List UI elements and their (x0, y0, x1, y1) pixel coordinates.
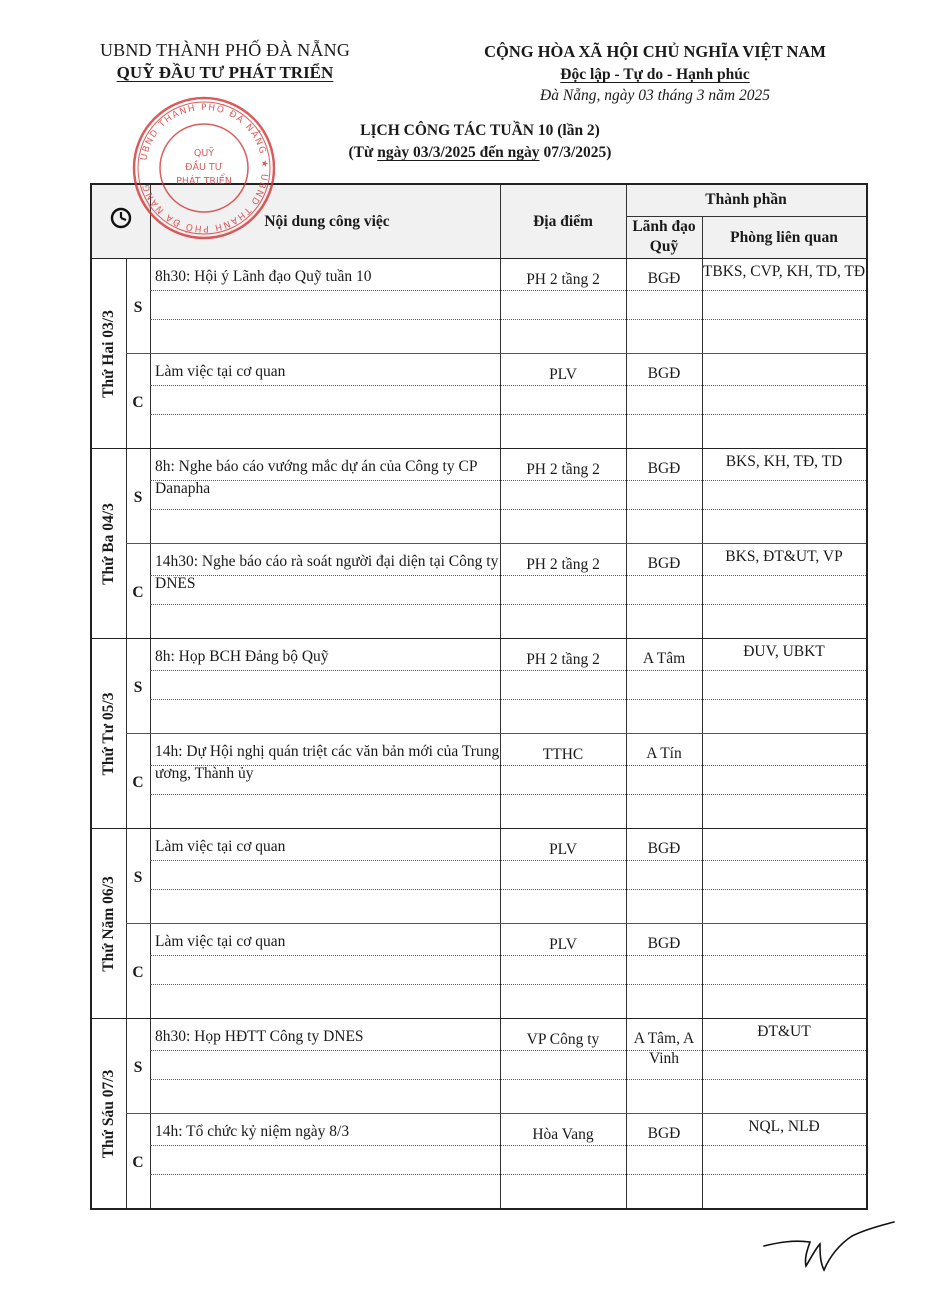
departments-text: NQL, NLĐ (748, 1118, 820, 1135)
task-text: 14h30: Nghe báo cáo rà soát người đại diện tại Công ty DNES (155, 553, 499, 592)
dotted-row-line (150, 604, 866, 605)
leader-text: BGĐ (647, 365, 681, 382)
task-text: Làm việc tại cơ quan (155, 933, 286, 950)
dotted-row-line (150, 319, 866, 320)
dotted-row-line (150, 889, 866, 890)
leader-text: A Tâm, A Vinh (633, 1030, 695, 1067)
location-text: PH 2 tầng 2 (526, 651, 600, 668)
dotted-row-line (150, 480, 866, 481)
session-code: C (132, 1154, 144, 1171)
dotted-row-line (150, 984, 866, 985)
day-divider (92, 828, 866, 829)
dotted-row-line (150, 670, 866, 671)
day-divider (92, 448, 866, 449)
task-text: 8h: Nghe báo cáo vướng mắc dự án của Công ty CP Danapha (155, 458, 477, 497)
dotted-row-line (150, 414, 866, 415)
dotted-row-line (150, 955, 866, 956)
day-label (92, 829, 126, 1019)
dotted-row-line (150, 1174, 866, 1175)
day-label (92, 639, 126, 829)
day-label (92, 449, 126, 639)
task-text: 8h30: Họp HĐTT Công ty DNES (155, 1028, 364, 1045)
leader-text: BGĐ (647, 460, 681, 477)
location-text: PLV (549, 366, 577, 383)
location-text: PLV (549, 841, 577, 858)
svg-text:UBND THÀNH PHỐ ĐÀ NẴNG ★ UBND: UBND THÀNH PHỐ ĐÀ NẴNG ★ UBND THÀNH PHỐ ĐÀ NẴNG (139, 102, 270, 234)
date-range-underlined: ngày 03/3/2025 đến ngày (377, 144, 540, 161)
task-text: Làm việc tại cơ quan (155, 363, 286, 380)
dotted-row-line (150, 575, 866, 576)
date-range-prefix: (Từ (348, 144, 378, 161)
location-text: Hòa Vang (532, 1126, 594, 1143)
day-label-text: Thứ Hai 03/3 (100, 310, 117, 398)
location-text: PH 2 tầng 2 (526, 271, 600, 288)
day-label-text: Thứ Năm 06/3 (100, 876, 117, 972)
day-label-text: Thứ Tư 05/3 (100, 692, 117, 776)
session-divider (126, 923, 866, 924)
day-label (92, 1019, 126, 1209)
location-text: PH 2 tầng 2 (526, 556, 600, 573)
column-divider (702, 216, 703, 1208)
national-header (420, 42, 890, 105)
dotted-row-line (150, 290, 866, 291)
departments-text: ĐT&UT (757, 1023, 811, 1040)
national-motto: Độc lập - Tự do - Hạnh phúc (560, 66, 750, 83)
task-text: 8h: Họp BCH Đảng bộ Quỹ (155, 648, 329, 665)
session-divider (126, 733, 866, 734)
leader-text: BGĐ (647, 840, 681, 857)
dotted-row-line (150, 699, 866, 700)
dotted-row-line (150, 860, 866, 861)
dotted-row-line (150, 765, 866, 766)
session-code: S (133, 679, 143, 696)
session-code: C (132, 394, 144, 411)
dotted-row-line (150, 794, 866, 795)
leader-text: A Tâm (642, 650, 686, 667)
header-leader: Lãnh đạo Quỹ (632, 218, 696, 255)
day-label (92, 259, 126, 449)
leader-text: BGĐ (647, 935, 681, 952)
task-text: Làm việc tại cơ quan (155, 838, 286, 855)
day-label-text: Thứ Ba 04/3 (100, 503, 117, 585)
dotted-row-line (150, 385, 866, 386)
org-name: QUỸ ĐẦU TƯ PHÁT TRIỂN (116, 63, 334, 82)
session-divider (126, 543, 866, 544)
header-bottom-rule (92, 258, 866, 259)
departments-text: BKS, KH, TĐ, TD (725, 453, 843, 470)
departments-text: ĐUV, UBKT (743, 643, 825, 660)
departments-text: TBKS, CVP, KH, TD, TĐ (702, 263, 866, 280)
session-divider (126, 353, 866, 354)
session-code: S (133, 299, 143, 316)
leader-text: BGĐ (647, 555, 681, 572)
header-participants: Thành phần (705, 191, 787, 208)
task-text: 14h: Tổ chức kỷ niệm ngày 8/3 (155, 1123, 350, 1140)
svg-text:PHÁT TRIỂN: PHÁT TRIỂN (176, 176, 232, 187)
location-text: PLV (549, 936, 577, 953)
dotted-row-line (150, 1079, 866, 1080)
signature (760, 1218, 900, 1278)
org-parent-name: UBND THÀNH PHỐ ĐÀ NẴNG (99, 40, 351, 60)
day-divider (92, 638, 866, 639)
task-text: 8h30: Hội ý Lãnh đạo Quỹ tuần 10 (155, 268, 372, 285)
header-content: Nội dung công việc (264, 213, 390, 230)
place-date: Đà Nẵng, ngày 03 tháng 3 năm 2025 (540, 87, 770, 104)
header-departments: Phòng liên quan (730, 229, 838, 246)
svg-text:QUỸ: QUỸ (193, 148, 215, 159)
title-line: LỊCH CÔNG TÁC TUẦN 10 (lần 2) (360, 122, 600, 139)
location-text: PH 2 tầng 2 (526, 461, 600, 478)
session-code: C (132, 774, 144, 791)
session-code: C (132, 584, 144, 601)
task-text: 14h: Dự Hội nghị quán triệt các văn bản mới của Trung ương, Thành ủy (155, 743, 500, 782)
org-header (60, 40, 390, 83)
session-code: C (132, 964, 144, 981)
dotted-row-line (150, 1050, 866, 1051)
leader-text: A Tín (646, 745, 682, 762)
location-text: VP Công ty (526, 1031, 600, 1048)
session-code: S (133, 1059, 143, 1076)
dotted-row-line (150, 1145, 866, 1146)
column-divider (500, 185, 501, 1208)
session-divider (126, 1113, 866, 1114)
dotted-row-line (150, 509, 866, 510)
schedule-table (90, 183, 868, 1210)
nation-name: CỘNG HÒA XÃ HỘI CHỦ NGHĨA VIỆT NAM (484, 42, 826, 61)
date-range-line (300, 144, 660, 162)
leader-text: BGĐ (647, 1125, 681, 1142)
svg-text:ĐẦU TƯ: ĐẦU TƯ (185, 162, 223, 173)
day-label-text: Thứ Sáu 07/3 (100, 1069, 117, 1159)
session-code: S (133, 489, 143, 506)
leader-text: BGĐ (647, 270, 681, 287)
date-range-suffix: 07/3/2025) (539, 144, 612, 161)
session-code: S (133, 869, 143, 886)
header-location: Địa điểm (533, 213, 593, 230)
official-seal (128, 92, 280, 244)
day-divider (92, 1018, 866, 1019)
departments-text: BKS, ĐT&UT, VP (725, 548, 843, 565)
document-title (300, 122, 660, 162)
location-text: TTHC (542, 746, 584, 763)
